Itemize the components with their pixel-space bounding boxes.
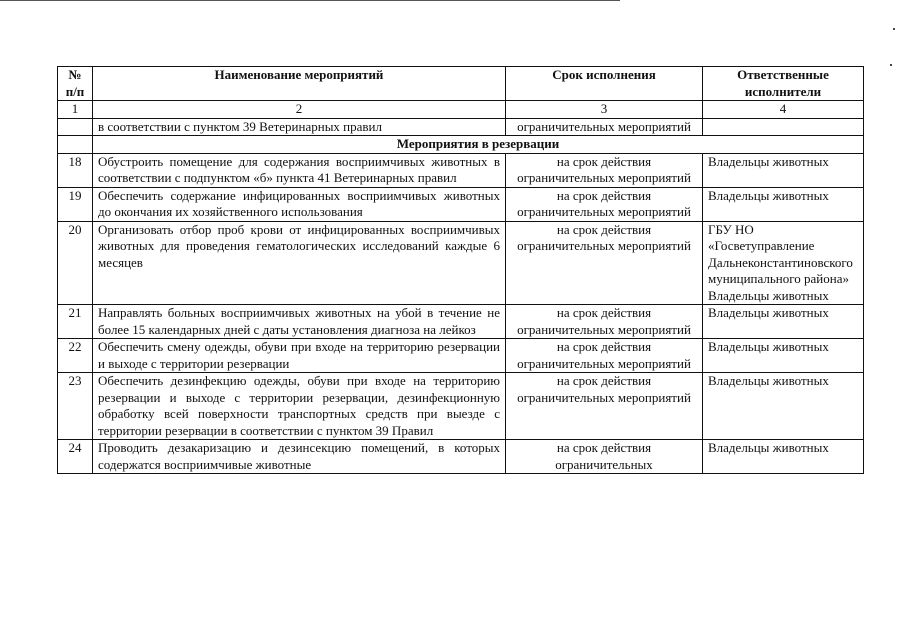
section-title-row [58, 136, 864, 154]
table-row [58, 305, 864, 339]
header-term: Срок исполнения [506, 67, 703, 101]
row-number [58, 118, 93, 136]
row-number: 18 [58, 153, 93, 187]
measure-responsible: Владельцы животных [703, 305, 864, 339]
measure-name: Обеспечить содержание инфицированных восприимчивых животных до окончания их хозяйственного использования [93, 187, 506, 221]
measure-term: на срок действия ограничительных [506, 440, 703, 474]
column-number: 3 [506, 101, 703, 119]
column-number-row [58, 101, 864, 119]
header-name: Наименование мероприятий [93, 67, 506, 101]
row-number: 19 [58, 187, 93, 221]
header-num: № п/п [58, 67, 93, 101]
header-responsible: Ответственные исполнители [703, 67, 864, 101]
measures-table [57, 66, 864, 474]
measure-name: Обеспечить смену одежды, обуви при входе на территорию резервации и выходе с территории резервации [93, 339, 506, 373]
measure-term: на срок действия ограничительных мероприятий [506, 221, 703, 305]
measure-name: Проводить дезакаризацию и дезинсекцию помещений, в которых содержатся восприимчивые животные [93, 440, 506, 474]
row-number: 24 [58, 440, 93, 474]
row-number: 23 [58, 373, 93, 440]
document-table-container [57, 66, 863, 474]
measure-term: на срок действия ограничительных мероприятий [506, 153, 703, 187]
table-row [58, 153, 864, 187]
page-top-rule [0, 0, 620, 1]
measure-name: Обустроить помещение для содержания восприимчивых животных в соответствии с подпунктом «б» пункта 41 Ветеринарных правил [93, 153, 506, 187]
section-title: Мероприятия в резервации [93, 136, 864, 154]
continuation-row [58, 118, 864, 136]
measure-responsible: Владельцы животных [703, 153, 864, 187]
measure-responsible [703, 118, 864, 136]
row-number [58, 136, 93, 154]
row-number: 21 [58, 305, 93, 339]
measure-term: на срок действия ограничительных мероприятий [506, 373, 703, 440]
table-header-row [58, 67, 864, 101]
measure-responsible: Владельцы животных [703, 339, 864, 373]
table-row [58, 440, 864, 474]
measure-responsible: Владельцы животных [703, 440, 864, 474]
table-row [58, 339, 864, 373]
row-number: 20 [58, 221, 93, 305]
table-row [58, 373, 864, 440]
measure-term: на срок действия ограничительных мероприятий [506, 305, 703, 339]
measure-name: Организовать отбор проб крови от инфицированных восприимчивых животных для проведения гематологических исследований каждые 6 месяцев [93, 221, 506, 305]
table-row [58, 187, 864, 221]
column-number: 2 [93, 101, 506, 119]
measure-term: на срок действия ограничительных мероприятий [506, 187, 703, 221]
scan-speck [890, 64, 892, 66]
row-number: 22 [58, 339, 93, 373]
column-number: 4 [703, 101, 864, 119]
measure-responsible: Владельцы животных [703, 373, 864, 440]
measure-name: Обеспечить дезинфекцию одежды, обуви при входе на территорию резервации и выходе с территории резервации, дезинфекционную обработку всей поверхности транспортных средств при выезде с территории резервации в соответствии с пунктом 39 Правил [93, 373, 506, 440]
measure-name: в соответствии с пунктом 39 Ветеринарных правил [93, 118, 506, 136]
measure-name: Направлять больных восприимчивых животных на убой в течение не более 15 календарных дней с даты установления диагноза на лейкоз [93, 305, 506, 339]
table-row [58, 221, 864, 305]
column-number: 1 [58, 101, 93, 119]
scan-speck [893, 28, 895, 30]
measure-term: на срок действия ограничительных мероприятий [506, 339, 703, 373]
measure-responsible: Владельцы животных [703, 187, 864, 221]
measure-responsible: ГБУ НО «Госветуправление Дальнеконстантиновского муниципального района» Владельцы животных [703, 221, 864, 305]
measure-term: ограничительных мероприятий [506, 118, 703, 136]
